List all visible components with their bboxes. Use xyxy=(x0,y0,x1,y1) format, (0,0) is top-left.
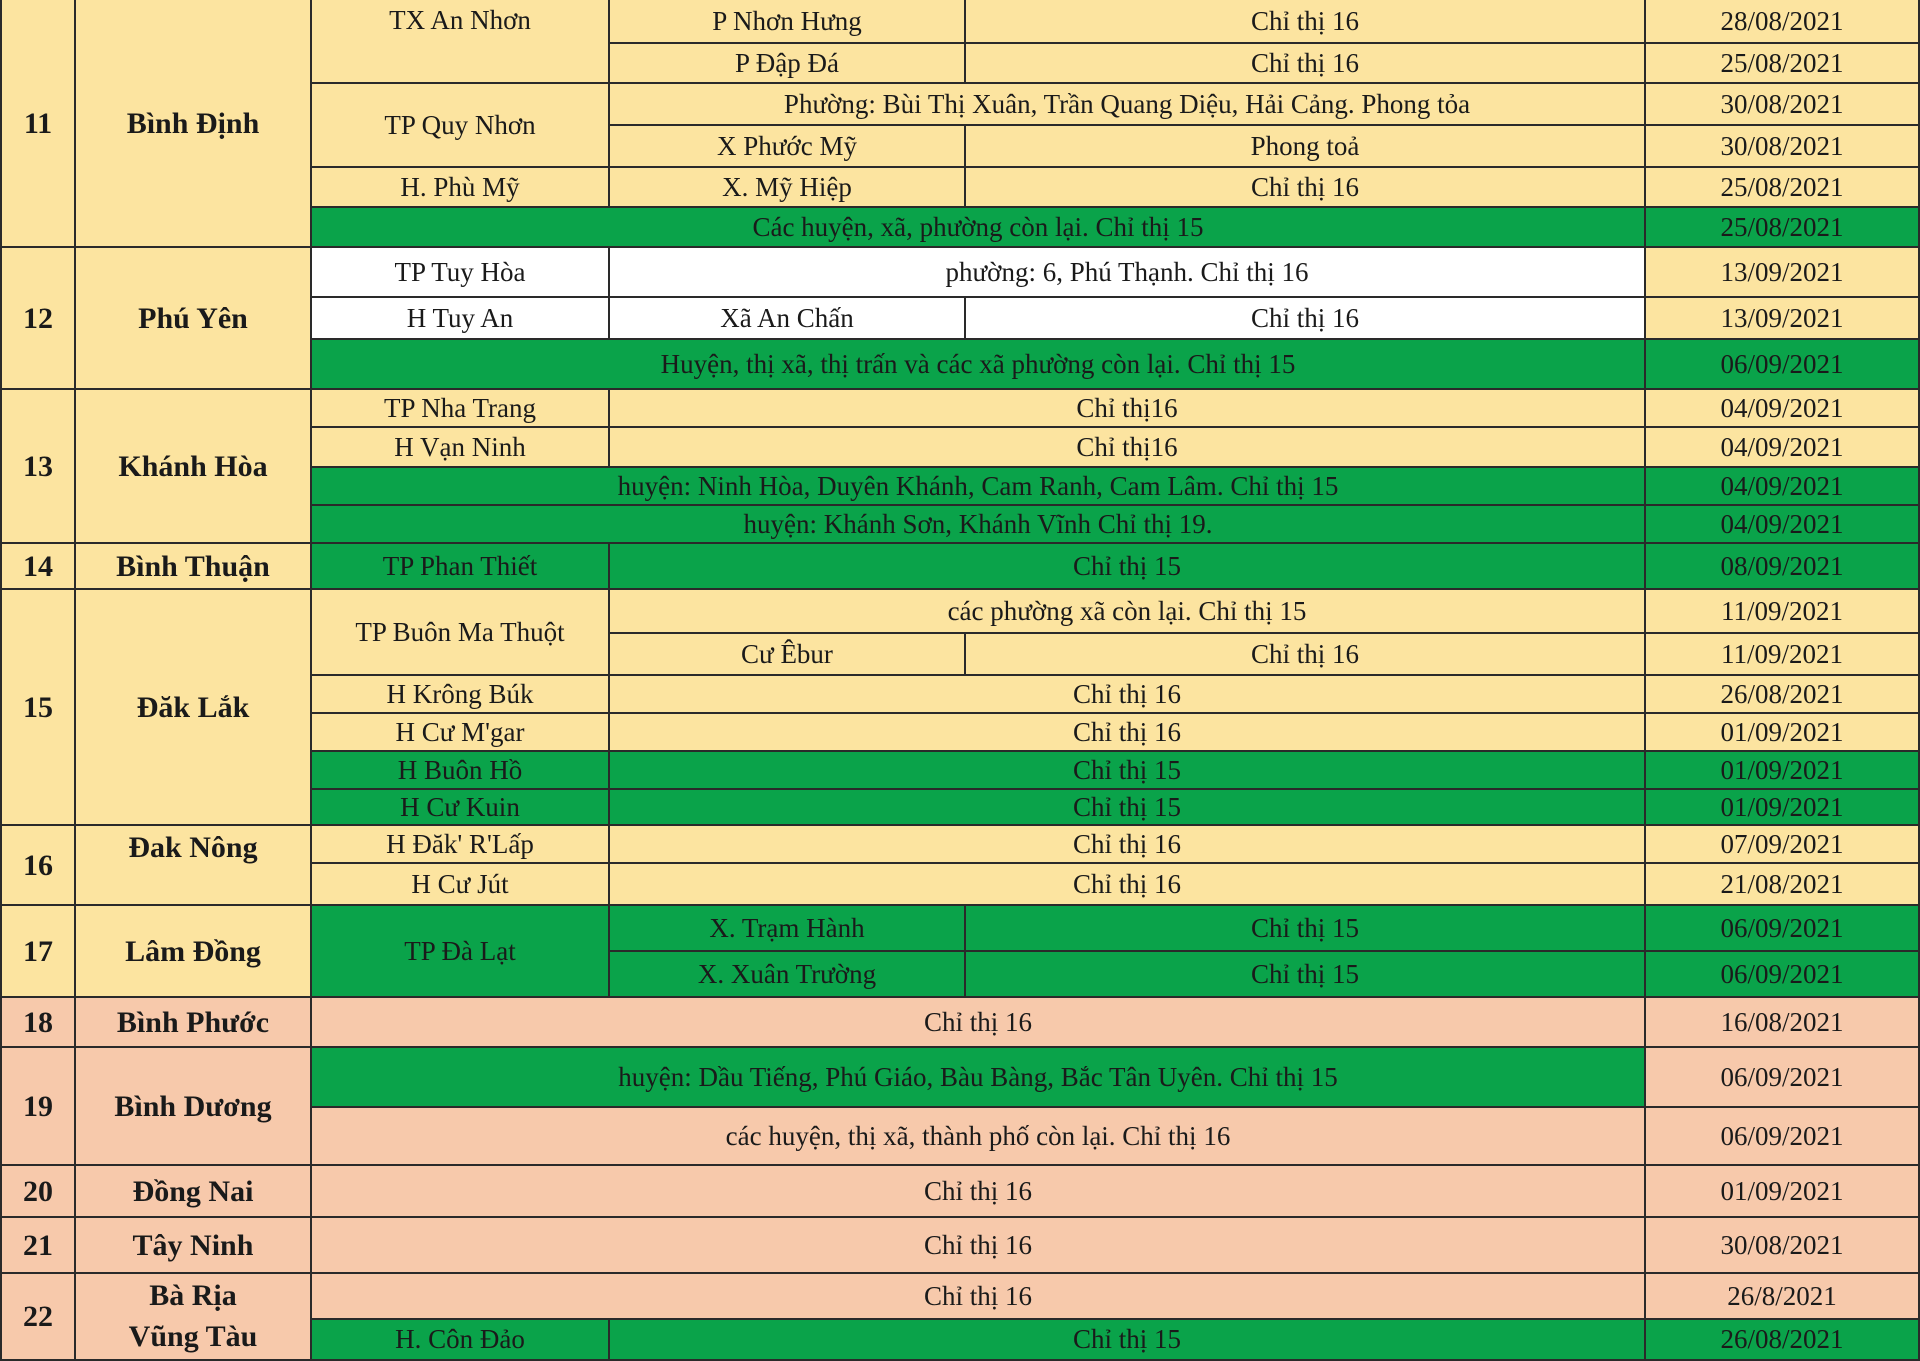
subarea-cell: Xã An Chấn xyxy=(610,298,966,340)
stt-cell: 21 xyxy=(0,1218,76,1274)
date-cell: 11/09/2021 xyxy=(1646,590,1920,634)
province-cell: Bình Thuận xyxy=(76,544,312,590)
area-cell: H Cư Jút xyxy=(312,864,610,906)
stt-cell: 20 xyxy=(0,1166,76,1218)
province-cell: Khánh Hòa xyxy=(76,390,312,544)
date-cell: 30/08/2021 xyxy=(1646,126,1920,168)
date-cell: 04/09/2021 xyxy=(1646,468,1920,506)
stt-cell: 22 xyxy=(0,1274,76,1361)
province-cell: Đak Nông xyxy=(76,826,312,906)
date-cell: 06/09/2021 xyxy=(1646,340,1920,390)
date-cell: 13/09/2021 xyxy=(1646,248,1920,298)
province-cell: Bình Phước xyxy=(76,998,312,1048)
detail-cell: Chỉ thị 15 xyxy=(610,752,1646,790)
province-cell: Phú Yên xyxy=(76,248,312,390)
area-cell: H Cư M'gar xyxy=(312,714,610,752)
detail-cell: Chỉ thị16 xyxy=(610,428,1646,468)
measure-cell: Phong toả xyxy=(966,126,1646,168)
detail-cell: Chỉ thị 15 xyxy=(610,544,1646,590)
date-cell: 26/8/2021 xyxy=(1646,1274,1920,1320)
date-cell: 01/09/2021 xyxy=(1646,714,1920,752)
area-cell: H Đăk' R'Lấp xyxy=(312,826,610,864)
stt-cell: 19 xyxy=(0,1048,76,1166)
date-cell: 01/09/2021 xyxy=(1646,1166,1920,1218)
stt-cell: 13 xyxy=(0,390,76,544)
province-cell: Bình Định xyxy=(76,0,312,248)
area-cell: H. Phù Mỹ xyxy=(312,168,610,208)
detail-cell: Chỉ thị 15 xyxy=(610,1320,1646,1361)
detail-cell: Chỉ thị 16 xyxy=(312,1274,1646,1320)
province-cell: Tây Ninh xyxy=(76,1218,312,1274)
date-cell: 04/09/2021 xyxy=(1646,506,1920,544)
area-cell: H Vạn Ninh xyxy=(312,428,610,468)
measure-cell: Chỉ thị 16 xyxy=(966,0,1646,44)
date-cell: 25/08/2021 xyxy=(1646,168,1920,208)
detail-cell: huyện: Dầu Tiếng, Phú Giáo, Bàu Bàng, Bắc Tân Uyên. Chỉ thị 15 xyxy=(312,1048,1646,1108)
area-cell: TP Nha Trang xyxy=(312,390,610,428)
date-cell: 04/09/2021 xyxy=(1646,390,1920,428)
date-cell: 01/09/2021 xyxy=(1646,752,1920,790)
detail-cell: Chỉ thị 15 xyxy=(610,790,1646,826)
area-cell: TP Tuy Hòa xyxy=(312,248,610,298)
date-cell: 06/09/2021 xyxy=(1646,906,1920,952)
stt-cell: 14 xyxy=(0,544,76,590)
area-cell: TX An Nhơn xyxy=(312,0,610,84)
date-cell: 06/09/2021 xyxy=(1646,1108,1920,1166)
detail-cell: các huyện, thị xã, thành phố còn lại. Chỉ thị 16 xyxy=(312,1108,1646,1166)
date-cell: 21/08/2021 xyxy=(1646,864,1920,906)
area-cell: TP Quy Nhơn xyxy=(312,84,610,168)
detail-cell: Chỉ thị 16 xyxy=(610,714,1646,752)
detail-cell: Các huyện, xã, phường còn lại. Chỉ thị 15 xyxy=(312,208,1646,248)
detail-cell: huyện: Khánh Sơn, Khánh Vĩnh Chỉ thị 19. xyxy=(312,506,1646,544)
date-cell: 06/09/2021 xyxy=(1646,1048,1920,1108)
detail-cell: Chỉ thị 16 xyxy=(312,1218,1646,1274)
date-cell: 25/08/2021 xyxy=(1646,208,1920,248)
detail-cell: Chỉ thị 16 xyxy=(610,676,1646,714)
measure-cell: Chỉ thị 16 xyxy=(966,298,1646,340)
detail-cell: Chỉ thị 16 xyxy=(312,998,1646,1048)
stt-cell: 12 xyxy=(0,248,76,390)
measure-cell: Chỉ thị 16 xyxy=(966,44,1646,84)
date-cell: 30/08/2021 xyxy=(1646,84,1920,126)
subarea-cell: X. Xuân Trường xyxy=(610,952,966,998)
measure-cell: Chỉ thị 16 xyxy=(966,634,1646,676)
subarea-cell: X. Mỹ Hiệp xyxy=(610,168,966,208)
date-cell: 08/09/2021 xyxy=(1646,544,1920,590)
area-cell: H Krông Búk xyxy=(312,676,610,714)
stt-cell: 11 xyxy=(0,0,76,248)
stt-cell: 17 xyxy=(0,906,76,998)
measure-cell: Chỉ thị 15 xyxy=(966,952,1646,998)
province-cell: Bình Dương xyxy=(76,1048,312,1166)
province-cell: Bà Rịa Vũng Tàu xyxy=(76,1274,312,1361)
detail-cell: Chỉ thị 16 xyxy=(610,864,1646,906)
date-cell: 26/08/2021 xyxy=(1646,676,1920,714)
detail-cell: các phường xã còn lại. Chỉ thị 15 xyxy=(610,590,1646,634)
date-cell: 26/08/2021 xyxy=(1646,1320,1920,1361)
detail-cell: Chỉ thị 16 xyxy=(312,1166,1646,1218)
area-cell: H Buôn Hồ xyxy=(312,752,610,790)
date-cell: 25/08/2021 xyxy=(1646,44,1920,84)
date-cell: 28/08/2021 xyxy=(1646,0,1920,44)
detail-cell: Huyện, thị xã, thị trấn và các xã phường còn lại. Chỉ thị 15 xyxy=(312,340,1646,390)
area-cell: H. Côn Đảo xyxy=(312,1320,610,1361)
subarea-cell: X Phước Mỹ xyxy=(610,126,966,168)
date-cell: 13/09/2021 xyxy=(1646,298,1920,340)
province-cell: Lâm Đồng xyxy=(76,906,312,998)
province-cell: Đồng Nai xyxy=(76,1166,312,1218)
measure-cell: Chỉ thị 15 xyxy=(966,906,1646,952)
subarea-cell: Cư Êbur xyxy=(610,634,966,676)
detail-cell: Chỉ thị16 xyxy=(610,390,1646,428)
date-cell: 30/08/2021 xyxy=(1646,1218,1920,1274)
subarea-cell: P Nhơn Hưng xyxy=(610,0,966,44)
date-cell: 04/09/2021 xyxy=(1646,428,1920,468)
area-cell: TP Đà Lạt xyxy=(312,906,610,998)
detail-cell: Chỉ thị 16 xyxy=(610,826,1646,864)
stt-cell: 15 xyxy=(0,590,76,826)
area-cell: H Cư Kuin xyxy=(312,790,610,826)
date-cell: 01/09/2021 xyxy=(1646,790,1920,826)
area-cell: TP Phan Thiết xyxy=(312,544,610,590)
stt-cell: 18 xyxy=(0,998,76,1048)
area-cell: H Tuy An xyxy=(312,298,610,340)
date-cell: 06/09/2021 xyxy=(1646,952,1920,998)
area-cell: TP Buôn Ma Thuột xyxy=(312,590,610,676)
subarea-cell: P Đập Đá xyxy=(610,44,966,84)
detail-cell: huyện: Ninh Hòa, Duyên Khánh, Cam Ranh, Cam Lâm. Chỉ thị 15 xyxy=(312,468,1646,506)
stt-cell: 16 xyxy=(0,826,76,906)
measure-cell: Chỉ thị 16 xyxy=(966,168,1646,208)
date-cell: 07/09/2021 xyxy=(1646,826,1920,864)
detail-cell: phường: 6, Phú Thạnh. Chỉ thị 16 xyxy=(610,248,1646,298)
date-cell: 16/08/2021 xyxy=(1646,998,1920,1048)
date-cell: 11/09/2021 xyxy=(1646,634,1920,676)
subarea-cell: X. Trạm Hành xyxy=(610,906,966,952)
province-cell: Đăk Lắk xyxy=(76,590,312,826)
detail-cell: Phường: Bùi Thị Xuân, Trần Quang Diệu, Hải Cảng. Phong tỏa xyxy=(610,84,1646,126)
